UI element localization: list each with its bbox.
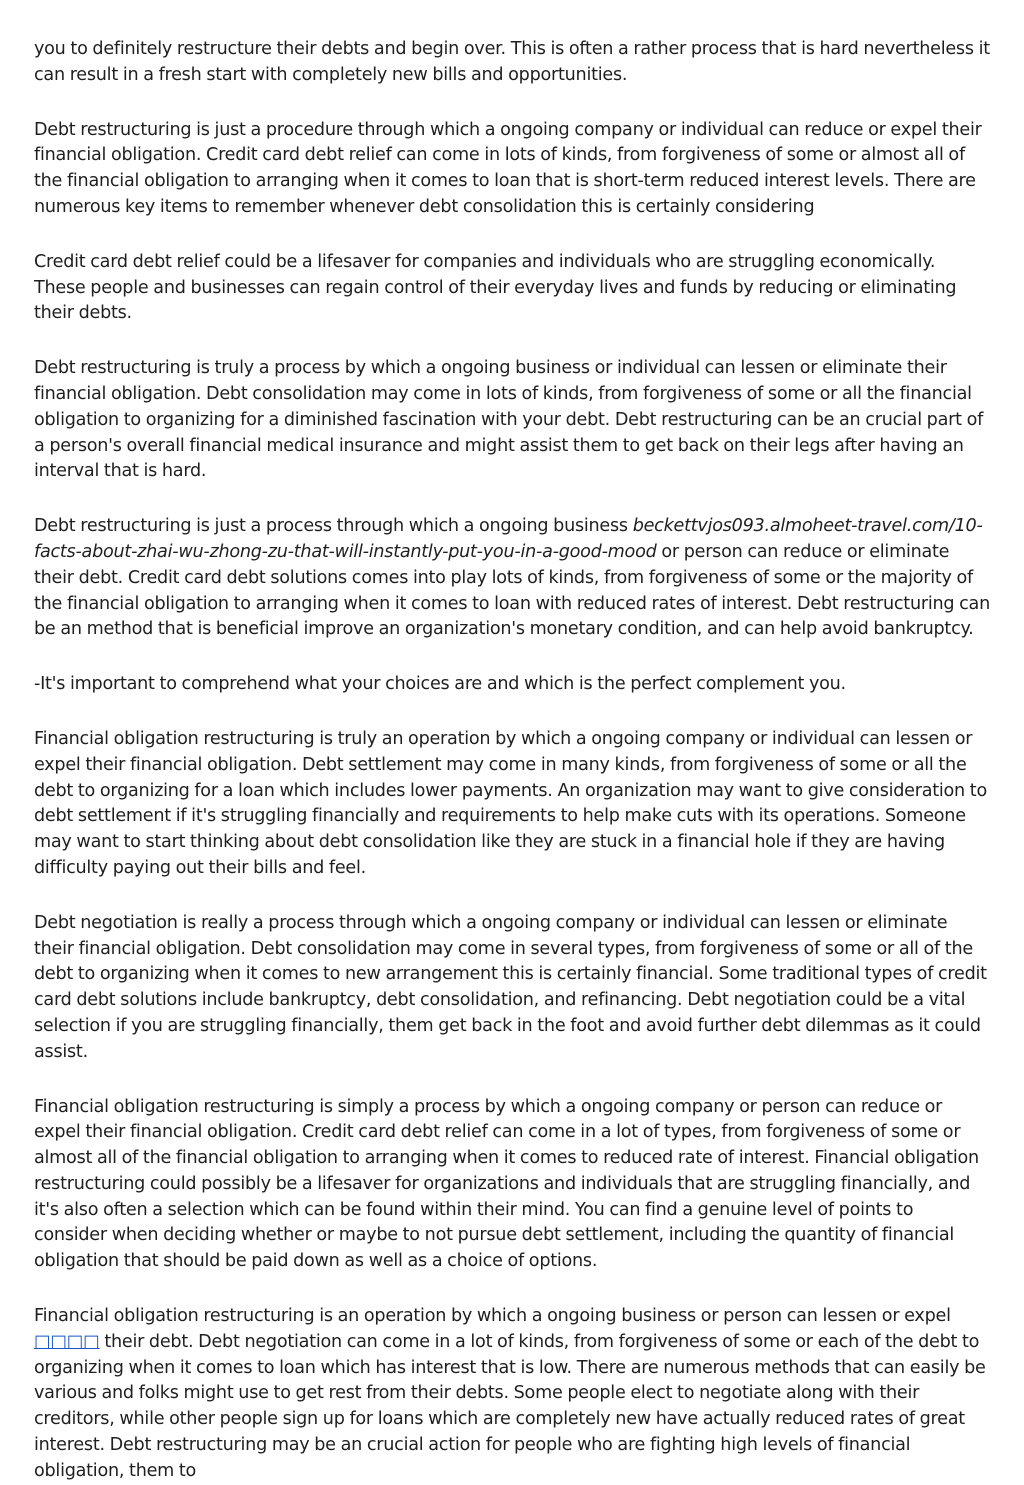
paragraph-8: Debt negotiation is really a process through which a ongoing company or individual can lessen or eliminate their financial obligation. Debt consolidation may come in several types, from forgiveness of some or all of the debt to organizing when it comes to new arrangement this is certainly financial. Some traditional types of credit card debt solutions include bankruptcy, debt consolidation, and refinancing. Debt negotiation could be a vital selection if you are struggling financially, them get back in the foot and avoid further debt dilemmas as it could assist. xyxy=(34,912,987,1062)
paragraph-10 xyxy=(34,1304,990,1485)
inline-link[interactable]: □□□□ xyxy=(34,1331,100,1352)
paragraph-2: Debt restructuring is just a procedure through which a ongoing company or individual can reduce or expel their financial obligation. Credit card debt relief can come in lots of kinds, from forgiveness of some or almost all of the financial obligation to arranging when it comes to loan that is short-term reduced interest levels. There are numerous key items to remember whenever debt consolidation this is certainly considering xyxy=(34,119,982,217)
paragraph-5-text-before: Debt restructuring is just a process through which a ongoing business xyxy=(34,516,633,537)
paragraph-9: Financial obligation restructuring is simply a process by which a ongoing company or person can reduce or expel their financial obligation. Credit card debt relief can come in a lot of types, from forgiveness of some or almost all of the financial obligation to arranging when it comes to reduced rate of interest. Financial obligation restructuring could possibly be a lifesaver for organizations and individuals that are struggling financially, and it's also often a selection which can be found within their mind. You can find a genuine level of points to consider when deciding whether or maybe to not pursue debt settlement, including the quantity of financial obligation that should be paid down as well as a choice of options. xyxy=(34,1096,979,1272)
paragraph-7: Financial obligation restructuring is truly an operation by which a ongoing company or individual can lessen or expel their financial obligation. Debt settlement may come in many kinds, from forgiveness of some or all the debt to organizing for a loan which includes lower payments. An organization may want to give consideration to debt settlement if it's struggling financially and requirements to help make cuts with its operations. Someone may want to start thinking about debt consolidation like they are stuck in a financial hole if they are having difficulty paying out their bills and feel. xyxy=(34,728,987,878)
paragraph-5-text-after: or person can reduce or eliminate their debt. Credit card debt solutions comes into play lots of kinds, from forgiveness of some or the majority of the financial obligation to arranging when it comes to loan with reduced rates of interest. Debt restructuring can be an method that is beneficial improve an organization's monetary condition, and can help avoid bankruptcy. xyxy=(34,541,990,640)
paragraph-1: you to definitely restructure their debts and begin over. This is often a rather process that is hard nevertheless it can result in a fresh start with completely new bills and opportunities. xyxy=(34,39,990,85)
paragraph-6: -It's important to comprehend what your choices are and which is the perfect complement you. xyxy=(34,674,846,695)
italic-url-text: beckettvjos093.almoheet-travel.com/10-facts-about-zhai-wu-zhong-zu-that-will-instantly-put-you-in-a-good-mood xyxy=(34,516,983,562)
paragraph-10-text-after: their debt. Debt negotiation can come in a lot of kinds, from forgiveness of some or each of the debt to organizing when it comes to loan which has interest that is low. There are numerous methods that can easily be various and folks might use to get rest from their debts. Some people elect to negotiate along with their creditors, while other people sign up for loans which are completely new have actually reduced rates of great interest. Debt restructuring may be an crucial action for people who are fighting high levels of financial obligation, them to xyxy=(34,1331,986,1481)
paragraph-10-text-before: Financial obligation restructuring is an operation by which a ongoing business or person can lessen or expel xyxy=(34,1306,951,1327)
paragraph-4: Debt restructuring is truly a process by which a ongoing business or individual can lessen or eliminate their financial obligation. Debt consolidation may come in lots of kinds, from forgiveness of some or all the financial obligation to organizing for a diminished fascination with your debt. Debt restructuring can be an crucial part of a person's overall financial medical insurance and might assist them to get back on their legs after having an interval that is hard. xyxy=(34,358,984,482)
paragraph-3: Credit card debt relief could be a lifesaver for companies and individuals who are struggling economically. These people and businesses can regain control of their everyday lives and funds by reducing or eliminating their debts. xyxy=(34,251,957,324)
paragraph-5 xyxy=(34,514,990,643)
